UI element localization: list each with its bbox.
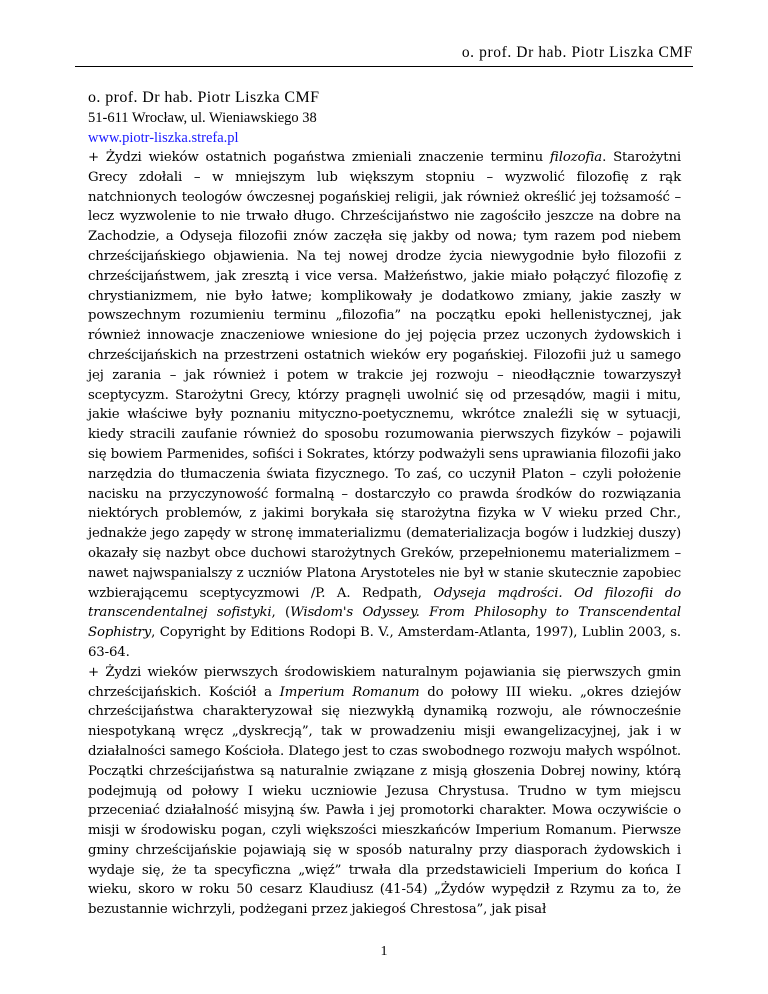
author-name: o. prof. Dr hab. Piotr Liszka CMF <box>88 89 320 106</box>
document-body <box>88 148 681 920</box>
text-run: . Starożytni Grecy zdołali – w mniejszym lub większym stopniu – wyzwolić filozofię z rąk natchnionych teologów ówczesnej pogańskiej religii, jak również określić jej tożsamość – lecz wyzwolenie to nie trwało długo. Chrześcijaństwo nie zagościło jeszcze na dobre na Zachodzie, a Odyseja filozofii znów zaczęła się jakby od nowa; tym razem pod niebem chrześcijańskiego objawienia. Na tej nowej drodze życia niewygodnie było filozofii z chrześcijaństwem, jak zresztą i vice versa. Małżeństwo, jakie miało połączyć filozofię z chrystianizmem, nie było łatwe; komplikowały je dodatkowo zmiany, jakie zaszły w powszechnym rozumieniu terminu „filozofia” na początku epoki hellenistycznej, jak również innowacje znaczeniowe wniesione do jej pojęcia przez uczonych żydowskich i chrześcijańskich na przestrzeni ostatnich wieków ery pogańskiej. Filozofii już u samego jej zarania – jak również i potem w trakcie jej rozwoju – nieodłącznie towarzyszył sceptycyzm. Starożytni Grecy, którzy pragnęli uwolnić się od przesądów, magii i mitu, jakie właściwe były poznaniu mityczno-poetycznemu, wkrótce znaleźli się w sytuacji, kiedy stracili zaufanie również do sposobu rozumowania pierwszych fizyków – pojawili się bowiem Parmenides, sofiści i Sokrates, którzy podważyli sens uprawiania filozofii jako narzędzia do tłumaczenia świata fizycznego. To zaś, co uczynił Platon – czyli położenie nacisku na przyczynowość formalną – dostarczyło co prawda środków do rozwiązania niektórych problemów, z jakimi borykała się starożytna fizyka w V wieku przed Chr., jednakże jego zapędy w stronę immaterializmu (dematerializacja bogów i ludzkiej duszy) okazały się nazbyt obce duchowi starożytnych Greków, przepełnionemu materializmem – nawet najwspanialszy z uczniów Platona Arystoteles nie był w stanie skutecznie zapobiec wzbierającemu sceptycyzmowi /P. A. Redpath, <box>88 150 681 601</box>
text-run: , Copyright by Editions Rodopi B. V., Amsterdam-Atlanta, 1997), Lublin 2003, s. 63-64. <box>88 625 681 660</box>
italic-text-run: Imperium Romanum <box>279 684 420 700</box>
italic-text-run: Odyseja mądrości. Od filozofii do transcendentalnej sofistyki <box>88 585 681 621</box>
author-address: 51-611 Wrocław, ul. Wieniawskiego 38 <box>88 110 317 126</box>
paragraph-1 <box>88 148 681 663</box>
italic-text-run: filozofia <box>549 150 603 165</box>
text-run: , ( <box>271 605 291 621</box>
author-block <box>88 88 319 148</box>
header-divider <box>75 66 693 67</box>
italic-text-run: Wisdom's Odyssey. From Philosophy to Transcendental Sophistry <box>88 605 681 641</box>
text-run: + Żydzi wieków pierwszych środowiskiem naturalnym pojawiania się pierwszych gmin chrześcijańskich. Kościół a <box>88 664 681 700</box>
paragraph-2 <box>88 663 681 920</box>
page-number: 1 <box>380 944 388 959</box>
running-header: o. prof. Dr hab. Piotr Liszka CMF <box>461 44 693 61</box>
author-website-link[interactable]: www.piotr-liszka.strefa.pl <box>88 130 239 146</box>
text-run: do połowy III wieku. „okres dziejów chrześcijaństwa charakteryzował się niezwykłą dynamiką rozwoju, ale równocześnie niespotykaną wręcz „dyskrecją”, tak w prowadzeniu misji ewangelizacyjnej, jak i w działalności samego Kościoła. Dlatego jest to czas swobodnego rozwoju małych wspólnot. Początki chrześcijaństwa są naturalnie związane z misją głoszenia Dobrej nowiny, którą podejmują od połowy I wieku uczniowie Jezusa Chrystusa. Trudno w tym miejscu przeceniać działalność misyjną św. Pawła i jej promotorki charakter. Mowa oczywiście o misji w środowisku pogan, czyli większości mieszkańców Imperium Romanum. Pierwsze gminy chrześcijańskie pojawiają się w sposób naturalny przy diasporach żydowskich i wydaje się, że ta specyficzna „więź” trwała dla przedstawicieli Imperium do końca I wieku, skoro w roku 50 cesarz Klaudiusz (41-54) „Żydów wypędził z Rzymu za to, że bezustannie wichrzyli, podżegani przez jakiegoś Chrestosa”, jak pisał <box>88 684 681 918</box>
text-run: + Żydzi wieków ostatnich pogaństwa zmieniali znaczenie terminu <box>88 150 550 165</box>
